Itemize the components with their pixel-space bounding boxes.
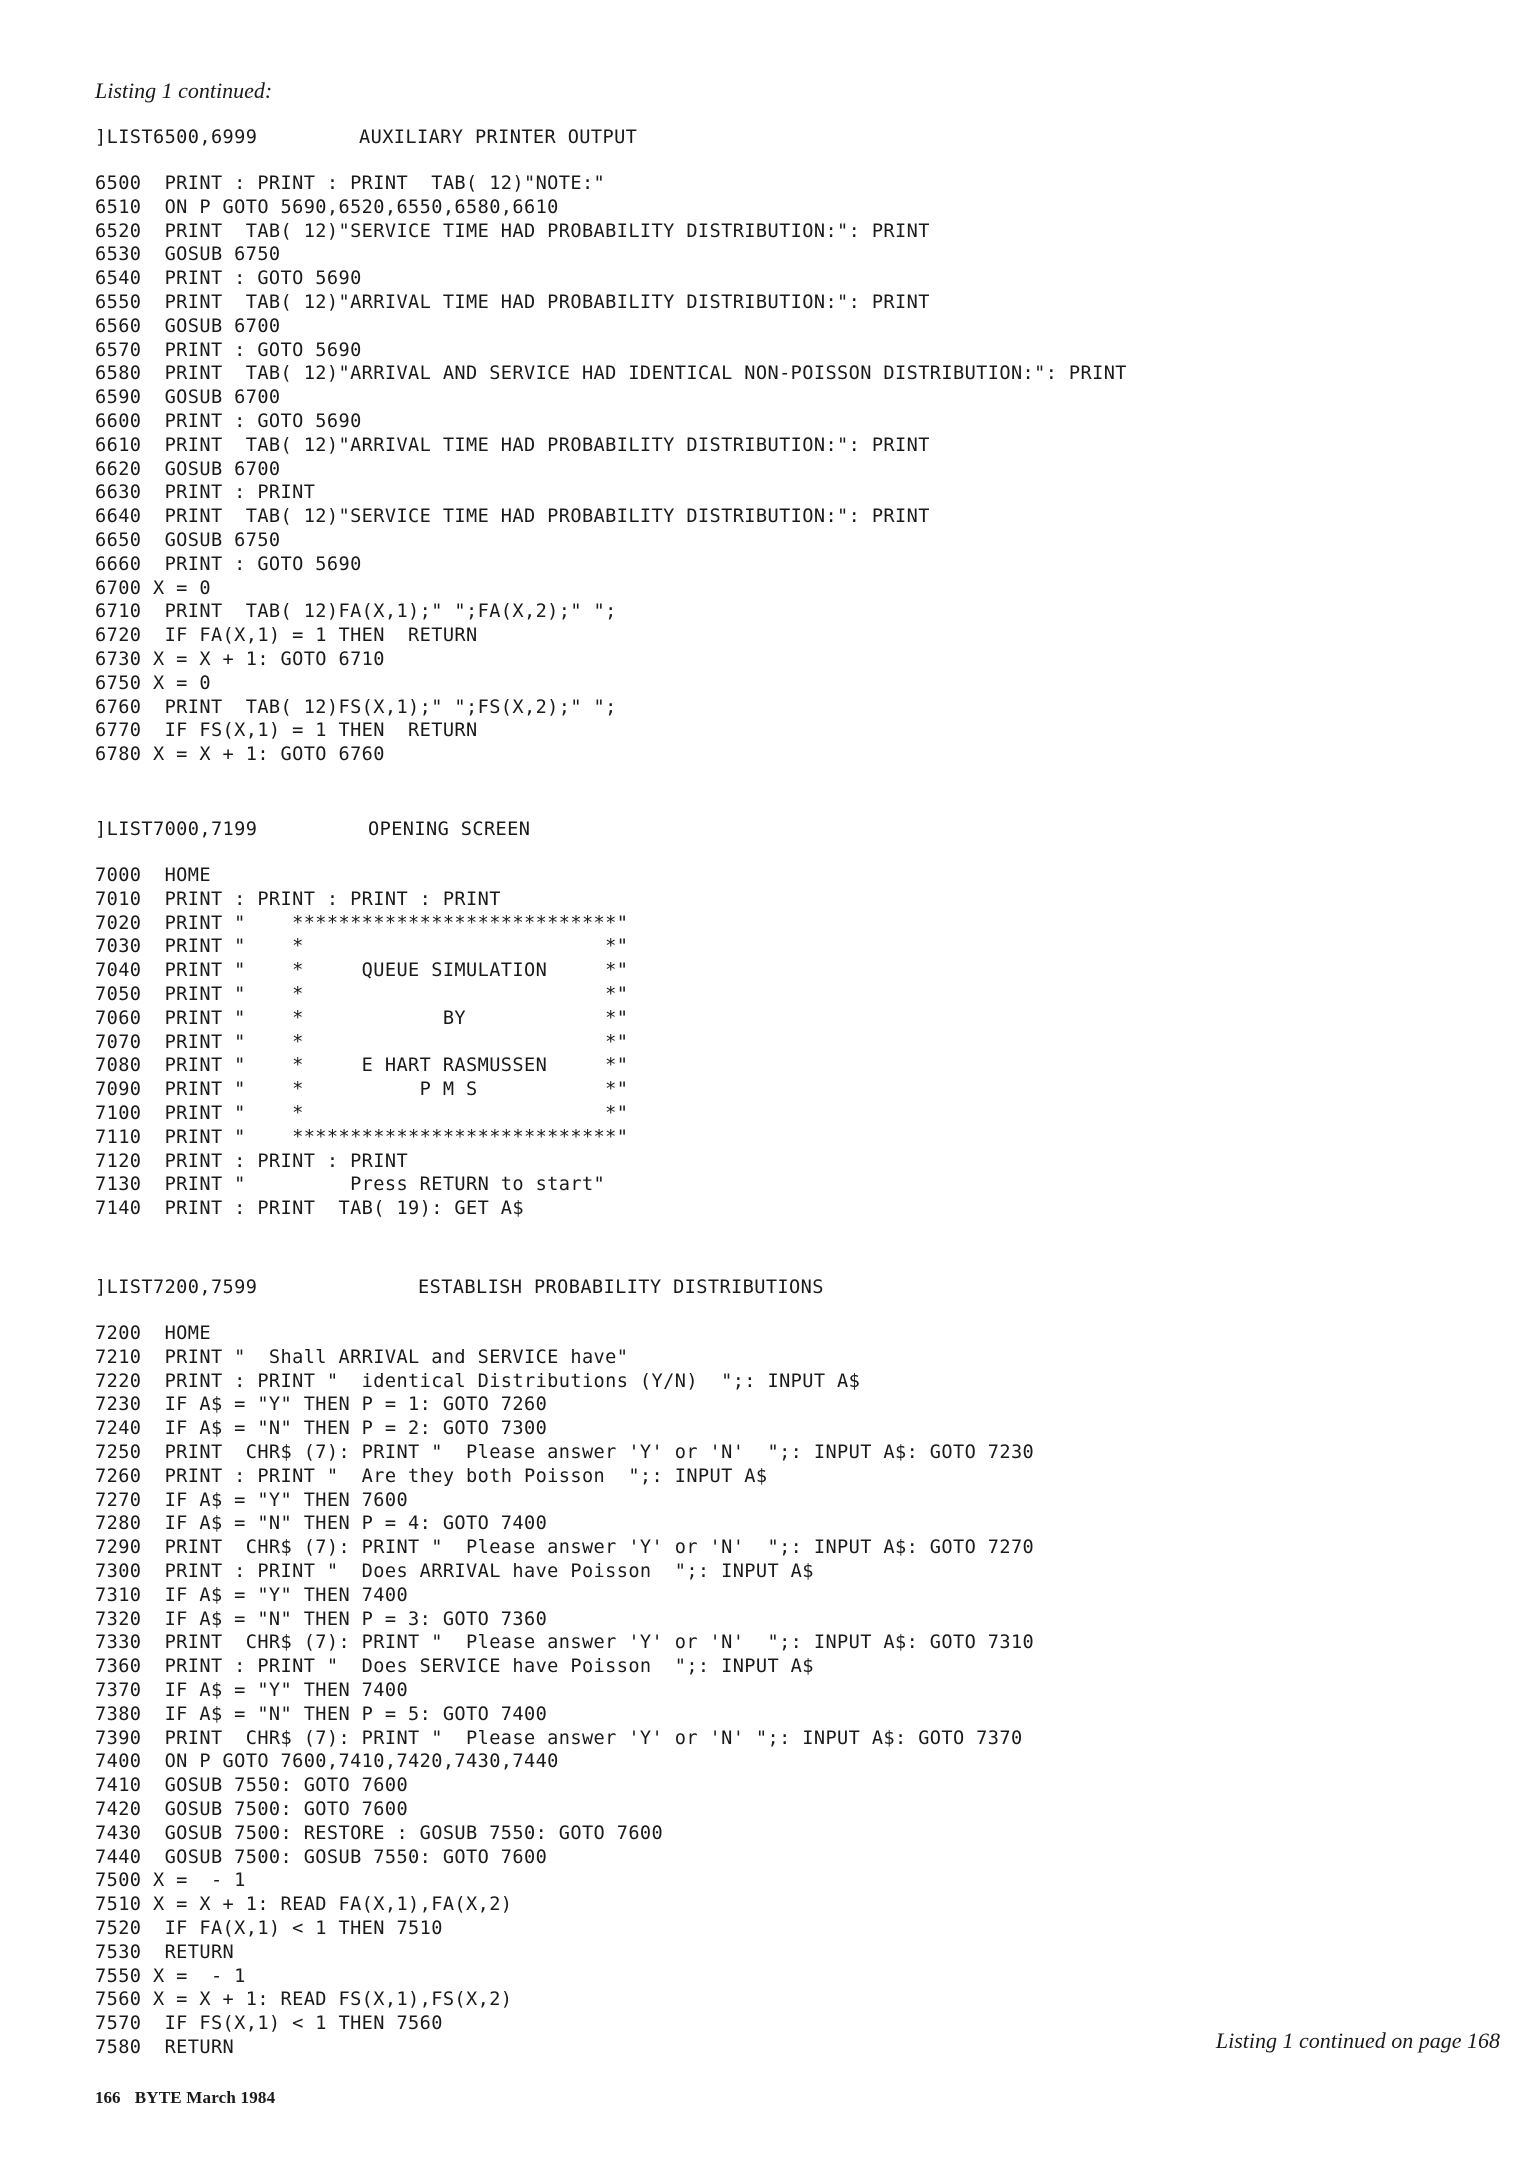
code-line: 7260 PRINT : PRINT " Are they both Poisson ";: INPUT A$: [95, 1465, 768, 1487]
code-block: [95, 864, 628, 1221]
code-line: 6750 X = 0: [95, 672, 211, 694]
code-line: 7440 GOSUB 7500: GOSUB 7550: GOTO 7600: [95, 1846, 548, 1868]
page-footer: [95, 2088, 275, 2108]
code-line: 6770 IF FS(X,1) = 1 THEN RETURN: [95, 720, 478, 742]
listing-section-probability-distributions: [95, 1276, 1034, 2060]
code-line: 7580 RETURN: [95, 2036, 235, 2058]
code-line: 6560 GOSUB 6700: [95, 315, 281, 337]
code-line: 6570 PRINT : GOTO 5690: [95, 339, 362, 361]
code-line: 6780 X = X + 1: GOTO 6760: [95, 744, 385, 766]
code-line: 6700 X = 0: [95, 577, 211, 599]
code-line: 6710 PRINT TAB( 12)FA(X,1);" ";FA(X,2);" ";: [95, 601, 617, 623]
section-header: [95, 126, 1127, 150]
continued-on-note: Listing 1 continued on page 168: [1215, 2028, 1500, 2053]
section-title: OPENING SCREEN: [368, 819, 531, 840]
code-line: 7320 IF A$ = "N" THEN P = 3: GOTO 7360: [95, 1608, 548, 1630]
code-line: 6600 PRINT : GOTO 5690: [95, 410, 362, 432]
code-line: 6650 GOSUB 6750: [95, 529, 281, 551]
listing-section-opening-screen: [95, 818, 628, 1221]
code-line: 7140 PRINT : PRINT TAB( 19): GET A$: [95, 1198, 524, 1220]
code-line: 7430 GOSUB 7500: RESTORE : GOSUB 7550: GOTO 7600: [95, 1822, 664, 1844]
code-line: 7550 X = - 1: [95, 1965, 246, 1987]
code-line: 7220 PRINT : PRINT " identical Distributions (Y/N) ";: INPUT A$: [95, 1370, 861, 1392]
code-line: 7410 GOSUB 7550: GOTO 7600: [95, 1775, 409, 1797]
code-line: 7520 IF FA(X,1) < 1 THEN 7510: [95, 1917, 443, 1939]
code-line: 7270 IF A$ = "Y" THEN 7600: [95, 1489, 409, 1511]
code-line: 6590 GOSUB 6700: [95, 387, 281, 409]
list-command: ]LIST7200,7599: [95, 1277, 258, 1298]
code-line: 7390 PRINT CHR$ (7): PRINT " Please answer 'Y' or 'N' ";: INPUT A$: GOTO 7370: [95, 1727, 1023, 1749]
code-line: 6630 PRINT : PRINT: [95, 482, 316, 504]
section-title: ESTABLISH PROBABILITY DISTRIBUTIONS: [418, 1277, 824, 1298]
code-line: 7330 PRINT CHR$ (7): PRINT " Please answer 'Y' or 'N' ";: INPUT A$: GOTO 7310: [95, 1632, 1035, 1654]
code-line: 6520 PRINT TAB( 12)"SERVICE TIME HAD PROBABILITY DISTRIBUTION:": PRINT: [95, 220, 930, 242]
code-line: 7250 PRINT CHR$ (7): PRINT " Please answer 'Y' or 'N' ";: INPUT A$: GOTO 7230: [95, 1441, 1035, 1463]
code-line: 7080 PRINT " * E HART RASMUSSEN *": [95, 1055, 629, 1077]
code-line: 7560 X = X + 1: READ FS(X,1),FS(X,2): [95, 1989, 513, 2011]
code-line: 7300 PRINT : PRINT " Does ARRIVAL have Poisson ";: INPUT A$: [95, 1560, 814, 1582]
code-line: 7210 PRINT " Shall ARRIVAL and SERVICE have": [95, 1346, 629, 1368]
code-line: 7050 PRINT " * *": [95, 983, 629, 1005]
code-line: 7060 PRINT " * BY *": [95, 1007, 629, 1029]
code-block: [95, 1322, 1034, 2060]
code-line: 6510 ON P GOTO 5690,6520,6550,6580,6610: [95, 196, 559, 218]
code-line: 6580 PRINT TAB( 12)"ARRIVAL AND SERVICE HAD IDENTICAL NON-POISSON DISTRIBUTION:": PRINT: [95, 363, 1127, 385]
section-title: AUXILIARY PRINTER OUTPUT: [359, 127, 638, 148]
code-line: 7130 PRINT " Press RETURN to start": [95, 1174, 606, 1196]
code-line: 7040 PRINT " * QUEUE SIMULATION *": [95, 960, 629, 982]
code-line: 7380 IF A$ = "N" THEN P = 5: GOTO 7400: [95, 1703, 548, 1725]
code-line: 6640 PRINT TAB( 12)"SERVICE TIME HAD PROBABILITY DISTRIBUTION:": PRINT: [95, 506, 930, 528]
code-line: 7200 HOME: [95, 1323, 211, 1344]
code-line: 7570 IF FS(X,1) < 1 THEN 7560: [95, 2013, 443, 2035]
code-line: 7310 IF A$ = "Y" THEN 7400: [95, 1584, 409, 1606]
code-line: 7020 PRINT " ****************************": [95, 912, 629, 934]
code-line: 7070 PRINT " * *": [95, 1031, 629, 1053]
code-line: 7360 PRINT : PRINT " Does SERVICE have Poisson ";: INPUT A$: [95, 1656, 814, 1678]
code-line: 7400 ON P GOTO 7600,7410,7420,7430,7440: [95, 1751, 559, 1773]
code-line: 6610 PRINT TAB( 12)"ARRIVAL TIME HAD PROBABILITY DISTRIBUTION:": PRINT: [95, 434, 930, 456]
code-block: [95, 172, 1127, 767]
code-line: 7000 HOME: [95, 865, 211, 886]
page-number: 166: [95, 2088, 121, 2107]
code-line: 7090 PRINT " * P M S *": [95, 1079, 629, 1101]
code-line: 7280 IF A$ = "N" THEN P = 4: GOTO 7400: [95, 1513, 548, 1535]
code-line: 6540 PRINT : GOTO 5690: [95, 268, 362, 290]
code-line: 6720 IF FA(X,1) = 1 THEN RETURN: [95, 625, 478, 647]
listing-continued-caption: Listing 1 continued:: [95, 78, 273, 103]
code-line: 6550 PRINT TAB( 12)"ARRIVAL TIME HAD PROBABILITY DISTRIBUTION:": PRINT: [95, 291, 930, 313]
code-line: 6760 PRINT TAB( 12)FS(X,1);" ";FS(X,2);" ";: [95, 696, 617, 718]
code-line: 7010 PRINT : PRINT : PRINT : PRINT: [95, 888, 501, 910]
code-line: 7420 GOSUB 7500: GOTO 7600: [95, 1798, 409, 1820]
code-line: 6730 X = X + 1: GOTO 6710: [95, 648, 385, 670]
code-line: 7110 PRINT " ****************************": [95, 1126, 629, 1148]
code-line: 7290 PRINT CHR$ (7): PRINT " Please answer 'Y' or 'N' ";: INPUT A$: GOTO 7270: [95, 1537, 1035, 1559]
section-header: [95, 818, 628, 842]
code-line: 7370 IF A$ = "Y" THEN 7400: [95, 1679, 409, 1701]
code-line: 7240 IF A$ = "N" THEN P = 2: GOTO 7300: [95, 1418, 548, 1440]
section-header: [95, 1276, 1034, 1300]
code-line: 7510 X = X + 1: READ FA(X,1),FA(X,2): [95, 1894, 513, 1916]
code-line: 7100 PRINT " * *": [95, 1102, 629, 1124]
code-line: 6660 PRINT : GOTO 5690: [95, 553, 362, 575]
list-command: ]LIST7000,7199: [95, 819, 258, 840]
code-line: 6500 PRINT : PRINT : PRINT TAB( 12)"NOTE:": [95, 173, 606, 194]
code-line: 7120 PRINT : PRINT : PRINT: [95, 1150, 409, 1172]
list-command: ]LIST6500,6999: [95, 127, 258, 148]
code-line: 7030 PRINT " * *": [95, 936, 629, 958]
listing-section-printer-output: [95, 126, 1127, 767]
code-line: 7500 X = - 1: [95, 1870, 246, 1892]
code-line: 7530 RETURN: [95, 1941, 235, 1963]
code-line: 6620 GOSUB 6700: [95, 458, 281, 480]
code-line: 7230 IF A$ = "Y" THEN P = 1: GOTO 7260: [95, 1394, 548, 1416]
code-line: 6530 GOSUB 6750: [95, 244, 281, 266]
magazine-issue: BYTE March 1984: [134, 2088, 276, 2107]
